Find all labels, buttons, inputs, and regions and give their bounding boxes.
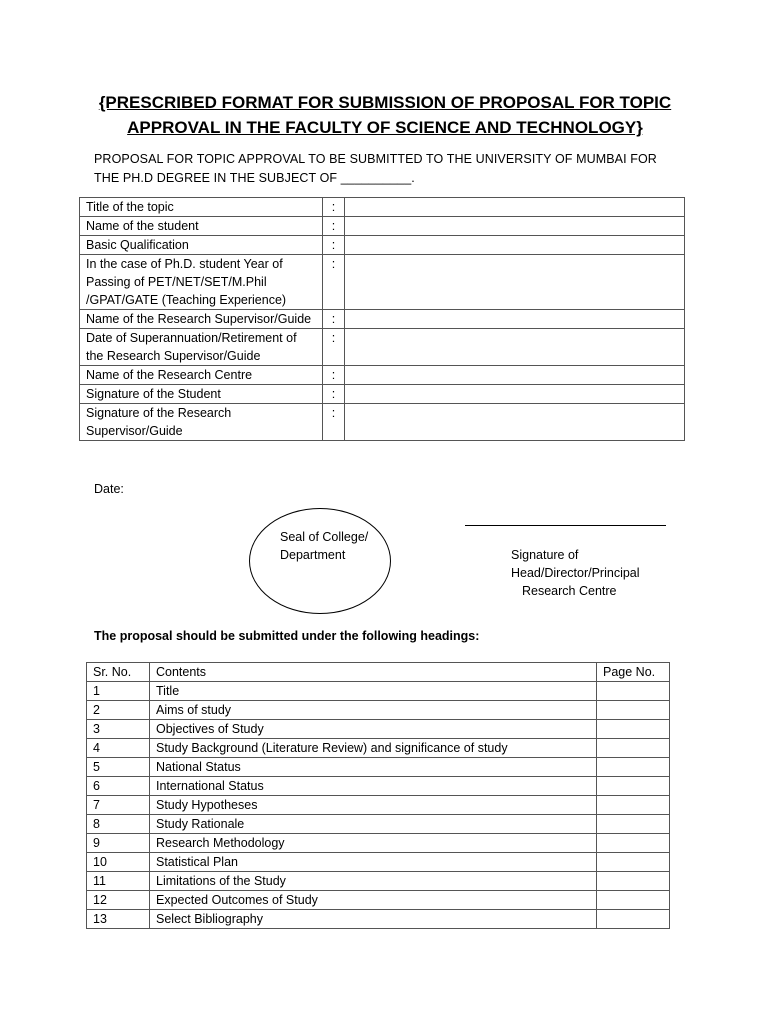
- contents-row: [87, 815, 670, 834]
- info-label: In the case of Ph.D. student Year of Passing of PET/NET/SET/M.Phil /GPAT/GATE (Teaching Experience): [80, 255, 323, 310]
- contents-row: [87, 720, 670, 739]
- info-label: Signature of the Student: [80, 385, 323, 404]
- contents-sr-no: 5: [87, 758, 150, 777]
- contents-sr-no: 11: [87, 872, 150, 891]
- contents-sr-no: 9: [87, 834, 150, 853]
- contents-heading: Study Background (Literature Review) and significance of study: [150, 739, 597, 758]
- proposal-subtitle-line1: PROPOSAL FOR TOPIC APPROVAL TO BE SUBMITTED TO THE UNIVERSITY OF MUMBAI FOR: [94, 152, 657, 166]
- info-colon: :: [323, 310, 345, 329]
- proposal-subtitle: [94, 150, 694, 188]
- contents-page-no[interactable]: [597, 853, 670, 872]
- contents-heading: Limitations of the Study: [150, 872, 597, 891]
- info-label: Name of the Research Supervisor/Guide: [80, 310, 323, 329]
- info-value[interactable]: [345, 236, 685, 255]
- signature-block: [511, 546, 691, 600]
- contents-sr-no: 8: [87, 815, 150, 834]
- contents-heading: Expected Outcomes of Study: [150, 891, 597, 910]
- info-row: [80, 404, 685, 441]
- info-row: [80, 236, 685, 255]
- info-row: [80, 329, 685, 366]
- contents-row: [87, 758, 670, 777]
- signature-line3: Research Centre: [522, 584, 617, 598]
- info-row: [80, 255, 685, 310]
- info-colon: :: [323, 255, 345, 310]
- proposal-info-table: [79, 197, 685, 441]
- contents-page-no[interactable]: [597, 758, 670, 777]
- info-label: Basic Qualification: [80, 236, 323, 255]
- info-label: Name of the Research Centre: [80, 366, 323, 385]
- document-title: [60, 90, 710, 140]
- contents-row: [87, 891, 670, 910]
- signature-line: [465, 525, 666, 526]
- contents-page-no[interactable]: [597, 739, 670, 758]
- contents-page-no[interactable]: [597, 682, 670, 701]
- contents-sr-no: 7: [87, 796, 150, 815]
- contents-heading: Aims of study: [150, 701, 597, 720]
- info-value[interactable]: [345, 310, 685, 329]
- contents-row: [87, 796, 670, 815]
- contents-heading: National Status: [150, 758, 597, 777]
- info-row: [80, 366, 685, 385]
- signature-line2: Head/Director/Principal: [511, 566, 640, 580]
- document-title-line1: {PRESCRIBED FORMAT FOR SUBMISSION OF PROPOSAL FOR TOPIC: [98, 93, 672, 112]
- contents-page-no[interactable]: [597, 701, 670, 720]
- info-value[interactable]: [345, 404, 685, 441]
- contents-heading: International Status: [150, 777, 597, 796]
- contents-page-no[interactable]: [597, 891, 670, 910]
- contents-sr-no: 13: [87, 910, 150, 929]
- header-contents: Contents: [150, 663, 597, 682]
- contents-row: [87, 872, 670, 891]
- info-label: Date of Superannuation/Retirement of the Research Supervisor/Guide: [80, 329, 323, 366]
- header-sr-no: Sr. No.: [87, 663, 150, 682]
- contents-row: [87, 739, 670, 758]
- info-colon: :: [323, 198, 345, 217]
- info-colon: :: [323, 366, 345, 385]
- contents-sr-no: 2: [87, 701, 150, 720]
- document-title-line2: APPROVAL IN THE FACULTY OF SCIENCE AND TECHNOLOGY}: [127, 118, 643, 137]
- info-colon: :: [323, 329, 345, 366]
- contents-row: [87, 853, 670, 872]
- contents-page-no[interactable]: [597, 910, 670, 929]
- contents-page-no[interactable]: [597, 777, 670, 796]
- info-colon: :: [323, 404, 345, 441]
- info-value[interactable]: [345, 198, 685, 217]
- info-colon: :: [323, 217, 345, 236]
- contents-sr-no: 3: [87, 720, 150, 739]
- contents-row: [87, 910, 670, 929]
- contents-row: [87, 682, 670, 701]
- contents-row: [87, 777, 670, 796]
- info-value[interactable]: [345, 329, 685, 366]
- info-row: [80, 310, 685, 329]
- proposal-subtitle-line2: THE PH.D DEGREE IN THE SUBJECT OF __________.: [94, 171, 415, 185]
- header-page-no: Page No.: [597, 663, 670, 682]
- info-label: Signature of the Research Supervisor/Guide: [80, 404, 323, 441]
- seal-text: Seal of College/ Department: [280, 530, 369, 562]
- info-value[interactable]: [345, 255, 685, 310]
- contents-page-no[interactable]: [597, 872, 670, 891]
- contents-header-row: [87, 663, 670, 682]
- contents-sr-no: 10: [87, 853, 150, 872]
- info-label: Name of the student: [80, 217, 323, 236]
- contents-page-no[interactable]: [597, 834, 670, 853]
- info-row: [80, 198, 685, 217]
- contents-sr-no: 4: [87, 739, 150, 758]
- contents-sr-no: 6: [87, 777, 150, 796]
- info-value[interactable]: [345, 385, 685, 404]
- info-value[interactable]: [345, 366, 685, 385]
- contents-heading: Study Rationale: [150, 815, 597, 834]
- contents-page-no[interactable]: [597, 796, 670, 815]
- contents-table: [86, 662, 670, 929]
- contents-heading: Study Hypotheses: [150, 796, 597, 815]
- contents-heading: Select Bibliography: [150, 910, 597, 929]
- info-label: Title of the topic: [80, 198, 323, 217]
- info-row: [80, 217, 685, 236]
- contents-heading: Objectives of Study: [150, 720, 597, 739]
- contents-heading: Statistical Plan: [150, 853, 597, 872]
- info-value[interactable]: [345, 217, 685, 236]
- info-row: [80, 385, 685, 404]
- signature-line1: Signature of: [511, 548, 579, 562]
- info-colon: :: [323, 385, 345, 404]
- contents-sr-no: 12: [87, 891, 150, 910]
- contents-page-no[interactable]: [597, 720, 670, 739]
- contents-heading: Research Methodology: [150, 834, 597, 853]
- contents-heading: Title: [150, 682, 597, 701]
- headings-note: The proposal should be submitted under the following headings:: [94, 629, 480, 643]
- contents-page-no[interactable]: [597, 815, 670, 834]
- info-colon: :: [323, 236, 345, 255]
- contents-row: [87, 834, 670, 853]
- date-label: Date:: [94, 482, 124, 496]
- contents-sr-no: 1: [87, 682, 150, 701]
- contents-row: [87, 701, 670, 720]
